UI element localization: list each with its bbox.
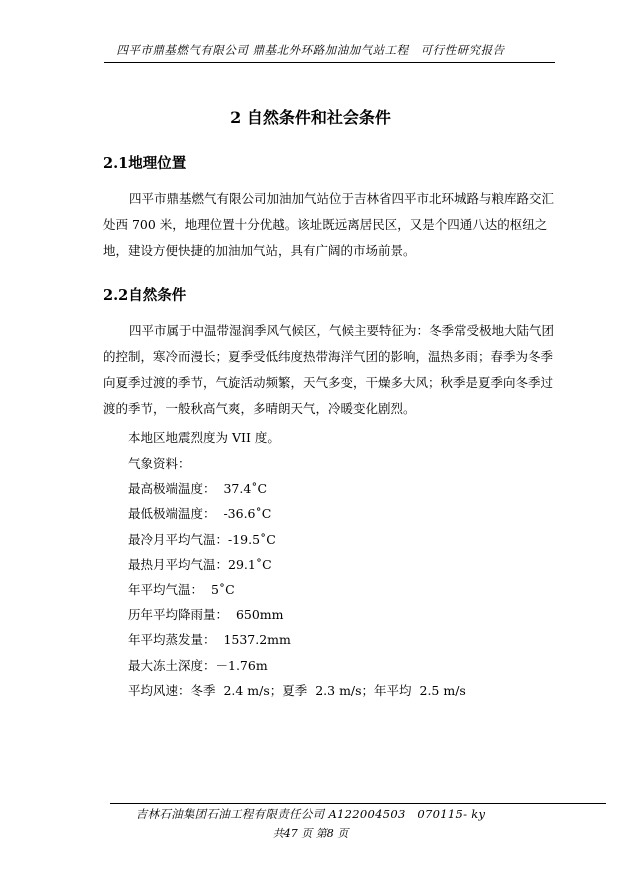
paragraph-location: 四平市鼎基燃气有限公司加油加气站位于吉林省四平市北环城路与粮库路交汇处西 700 米，地理位置十分优越。该址既远离居民区，又是个四通八达的枢纽之地，建设方便快捷的加油加气站，具有广阔的市场前景。: [103, 191, 555, 258]
list-item: 气象资料：: [128, 456, 191, 471]
list-item: 年平均气温： 5˚C: [128, 582, 235, 597]
list-item: 最冷月平均气温：-19.5˚C: [128, 532, 276, 547]
chapter-title: 2 自然条件和社会条件: [230, 108, 391, 127]
footer-divider: [110, 803, 606, 804]
section-title-location: 2.1地理位置: [103, 155, 187, 172]
list-item: 最低极端温度： -36.6˚C: [128, 506, 272, 521]
footer-page-number: 共47 页 第8 页: [272, 827, 349, 840]
list-item: 最热月平均气温：29.1˚C: [128, 557, 272, 572]
list-item: 最大冻土深度：－1.76m: [128, 658, 268, 673]
section-title-natural: 2.2自然条件: [103, 287, 187, 304]
list-item: 年平均蒸发量： 1537.2mm: [128, 632, 291, 647]
list-item: 平均风速：冬季 2.4 m/s；夏季 2.3 m/s；年平均 2.5 m/s: [128, 683, 466, 698]
list-item: 历年平均降雨量： 650mm: [128, 607, 284, 622]
paragraph-climate: 四平市属于中温带湿润季风气候区，气候主要特征为：冬季常受极地大陆气团的控制，寒冷而漫长；夏季受低纬度热带海洋气团的影响，温热多雨；春季为冬季向夏季过渡的季节，气旋活动频繁，天气多变，干燥多大风；秋季是夏季向冬季过渡的季节，一般秋高气爽，多晴朗天气，冷暖变化剧烈。: [103, 323, 555, 416]
list-item: 本地区地震烈度为 VII 度。: [128, 430, 280, 445]
page-header: 四平市鼎基燃气有限公司 鼎基北外环路加油加气站工程 可行性研究报告: [116, 43, 505, 57]
list-item: 最高极端温度： 37.4˚C: [128, 481, 268, 496]
header-divider: [104, 62, 555, 63]
footer-organization: 吉林石油集团石油工程有限责任公司 A122004503 070115- ky: [135, 807, 486, 821]
